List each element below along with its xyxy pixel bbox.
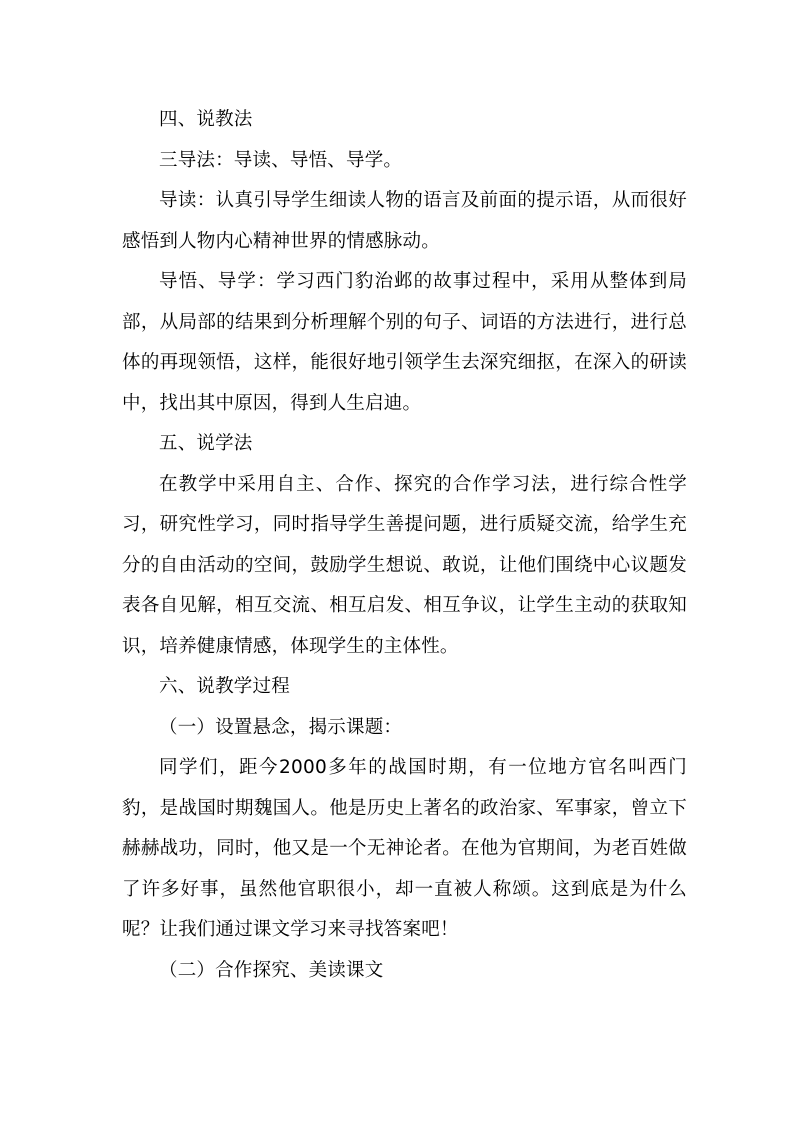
paragraph-three-guides: 三导法：导读、导悟、导学。: [159, 149, 403, 171]
paragraph-introduction-story: 同学们，距今2000多年的战国时期，有一位地方官名叫西门豹，是战国时期魏国人。他是历史上著名的政治家、军事家，曾立下赫赫战功，同时，他又是一个无神论者。在他为官期间，为老百姓做了许多好事，虽然他官职很小，却一直被人称颂。这到底是为什么呢？让我们通过课文学习来寻找答案吧！: [122, 757, 687, 940]
section-heading-teaching-process: 六、说教学过程: [159, 676, 290, 697]
subheading-set-suspense: （一）设置悬念，揭示课题：: [159, 716, 403, 738]
paragraph-guided-understanding: 导悟、导学：学习西门豹治邺的故事过程中，采用从整体到局部，从局部的结果到分析理解个别的句子、词语的方法进行，进行总体的再现领悟，这样，能很好地引领学生去深究细抠，在深入的研读中，找出其中原因，得到人生启迪。: [122, 271, 687, 414]
paragraph-guided-reading: 导读：认真引导学生细读人物的语言及前面的提示语，从而很好感悟到人物内心精神世界的情感脉动。: [122, 190, 687, 252]
paragraph-learning-method: 在教学中采用自主、合作、探究的合作学习法，进行综合性学习，研究性学习，同时指导学生善提问题，进行质疑交流，给学生充分的自由活动的空间，鼓励学生想说、敢说，让他们围绕中心议题发表各自见解，相互交流、相互启发、相互争议，让学生主动的获取知识，培养健康情感，体现学生的主体性。: [122, 473, 687, 657]
document-body: [122, 100, 687, 991]
section-heading-teaching-method: 四、说教法: [159, 109, 253, 130]
section-heading-learning-method: 五、说学法: [159, 433, 253, 454]
subheading-cooperative-inquiry: （二）合作探究、美读课文: [159, 959, 384, 981]
